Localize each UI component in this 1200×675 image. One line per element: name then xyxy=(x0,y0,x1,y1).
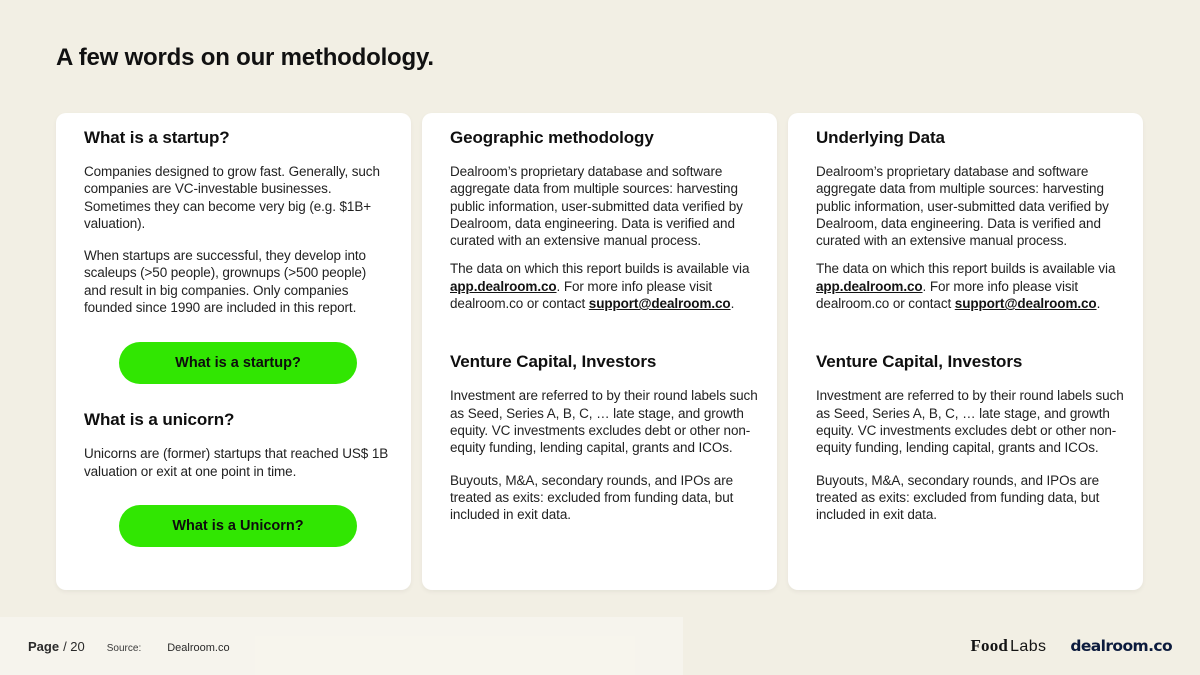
footer-right xyxy=(970,636,1172,656)
cards-row xyxy=(56,113,1143,590)
paragraph-text: . For more info please visit dealroom.co or contact xyxy=(816,278,1079,312)
foodlabs-logo xyxy=(970,636,1046,656)
footer xyxy=(0,617,1200,675)
venture-capital-heading: Venture Capital, Investors xyxy=(450,352,657,372)
venture-capital-paragraph-1: Investment are referred to by their round labels such as Seed, Series A, B, C, … late stage, and growth equity. VC investments excludes debt or other non-equity funding, lending capital, grants and ICOs. xyxy=(816,388,1124,456)
footer-left xyxy=(28,639,230,654)
methodology-paragraph-1: Dealroom’s proprietary database and software aggregate data from multiple sources: harvesting public information, user-submitted data verified by Dealroom, data engineering. Data is verified and curated with an extensive manual process. xyxy=(450,164,743,249)
paragraph-text: The data on which this report builds is available via xyxy=(450,261,750,277)
source-label: Source: xyxy=(106,642,142,654)
underlying-data-heading: Underlying Data xyxy=(816,128,945,147)
methodology-paragraph-2 xyxy=(450,260,758,312)
source-value: Dealroom.co xyxy=(167,641,230,654)
foodlabs-logo-food: Food xyxy=(970,636,1009,655)
card-geographic-methodology xyxy=(422,113,777,590)
page-label: Page xyxy=(28,638,60,654)
startup-paragraph-1: Companies designed to grow fast. Generally, such companies are VC-investable businesses. Sometimes they can become very big (e.g. $1B+ valuation). xyxy=(84,164,380,231)
venture-capital-paragraph-2: Buyouts, M&A, secondary rounds, and IPOs are treated as exits: excluded from funding data, but included in exit data. xyxy=(816,472,1100,523)
startup-heading: What is a startup? xyxy=(84,128,230,147)
venture-capital-paragraph-2: Buyouts, M&A, secondary rounds, and IPOs are treated as exits: excluded from funding data, but included in exit data. xyxy=(450,472,734,523)
dealroom-logo: dealroom.co xyxy=(1070,637,1172,655)
card-underlying-data xyxy=(788,113,1143,590)
page-title: A few words on our methodology. xyxy=(56,44,434,71)
methodology-paragraph-1: Dealroom’s proprietary database and software aggregate data from multiple sources: harvesting public information, user-submitted data verified by Dealroom, data engineering. Data is verified and curated with an extensive manual process. xyxy=(816,164,1109,249)
venture-capital-heading: Venture Capital, Investors xyxy=(816,352,1023,372)
geographic-methodology-heading: Geographic methodology xyxy=(450,128,654,147)
paragraph-text: . xyxy=(1096,296,1101,312)
card-startup-unicorn xyxy=(56,113,411,590)
support-email-link[interactable]: support@dealroom.co xyxy=(588,296,731,312)
paragraph-text: . For more info please visit dealroom.co or contact xyxy=(450,278,713,312)
methodology-paragraph-2 xyxy=(816,260,1124,312)
unicorn-heading: What is a unicorn? xyxy=(84,410,235,430)
support-email-link[interactable]: support@dealroom.co xyxy=(954,296,1097,312)
venture-capital-paragraph-1: Investment are referred to by their round labels such as Seed, Series A, B, C, … late stage, and growth equity. VC investments excludes debt or other non-equity funding, lending capital, grants and ICOs. xyxy=(450,388,758,456)
what-is-a-startup-button[interactable]: What is a startup? xyxy=(119,342,357,384)
app-dealroom-link[interactable]: app.dealroom.co xyxy=(450,278,557,294)
app-dealroom-link[interactable]: app.dealroom.co xyxy=(816,278,923,294)
page-number: / 20 xyxy=(63,638,85,654)
paragraph-text: . xyxy=(730,296,735,312)
paragraph-text: The data on which this report builds is available via xyxy=(816,261,1116,277)
unicorn-paragraph: Unicorns are (former) startups that reached US$ 1B valuation or exit at one point in time. xyxy=(84,446,389,479)
what-is-a-unicorn-button[interactable]: What is a Unicorn? xyxy=(119,505,357,547)
startup-paragraph-2: When startups are successful, they develop into scaleups (>50 people), grownups (>500 people) and result in big companies. Only companies founded since 1990 are included in this report. xyxy=(84,248,367,316)
foodlabs-logo-labs: Labs xyxy=(1010,638,1047,655)
